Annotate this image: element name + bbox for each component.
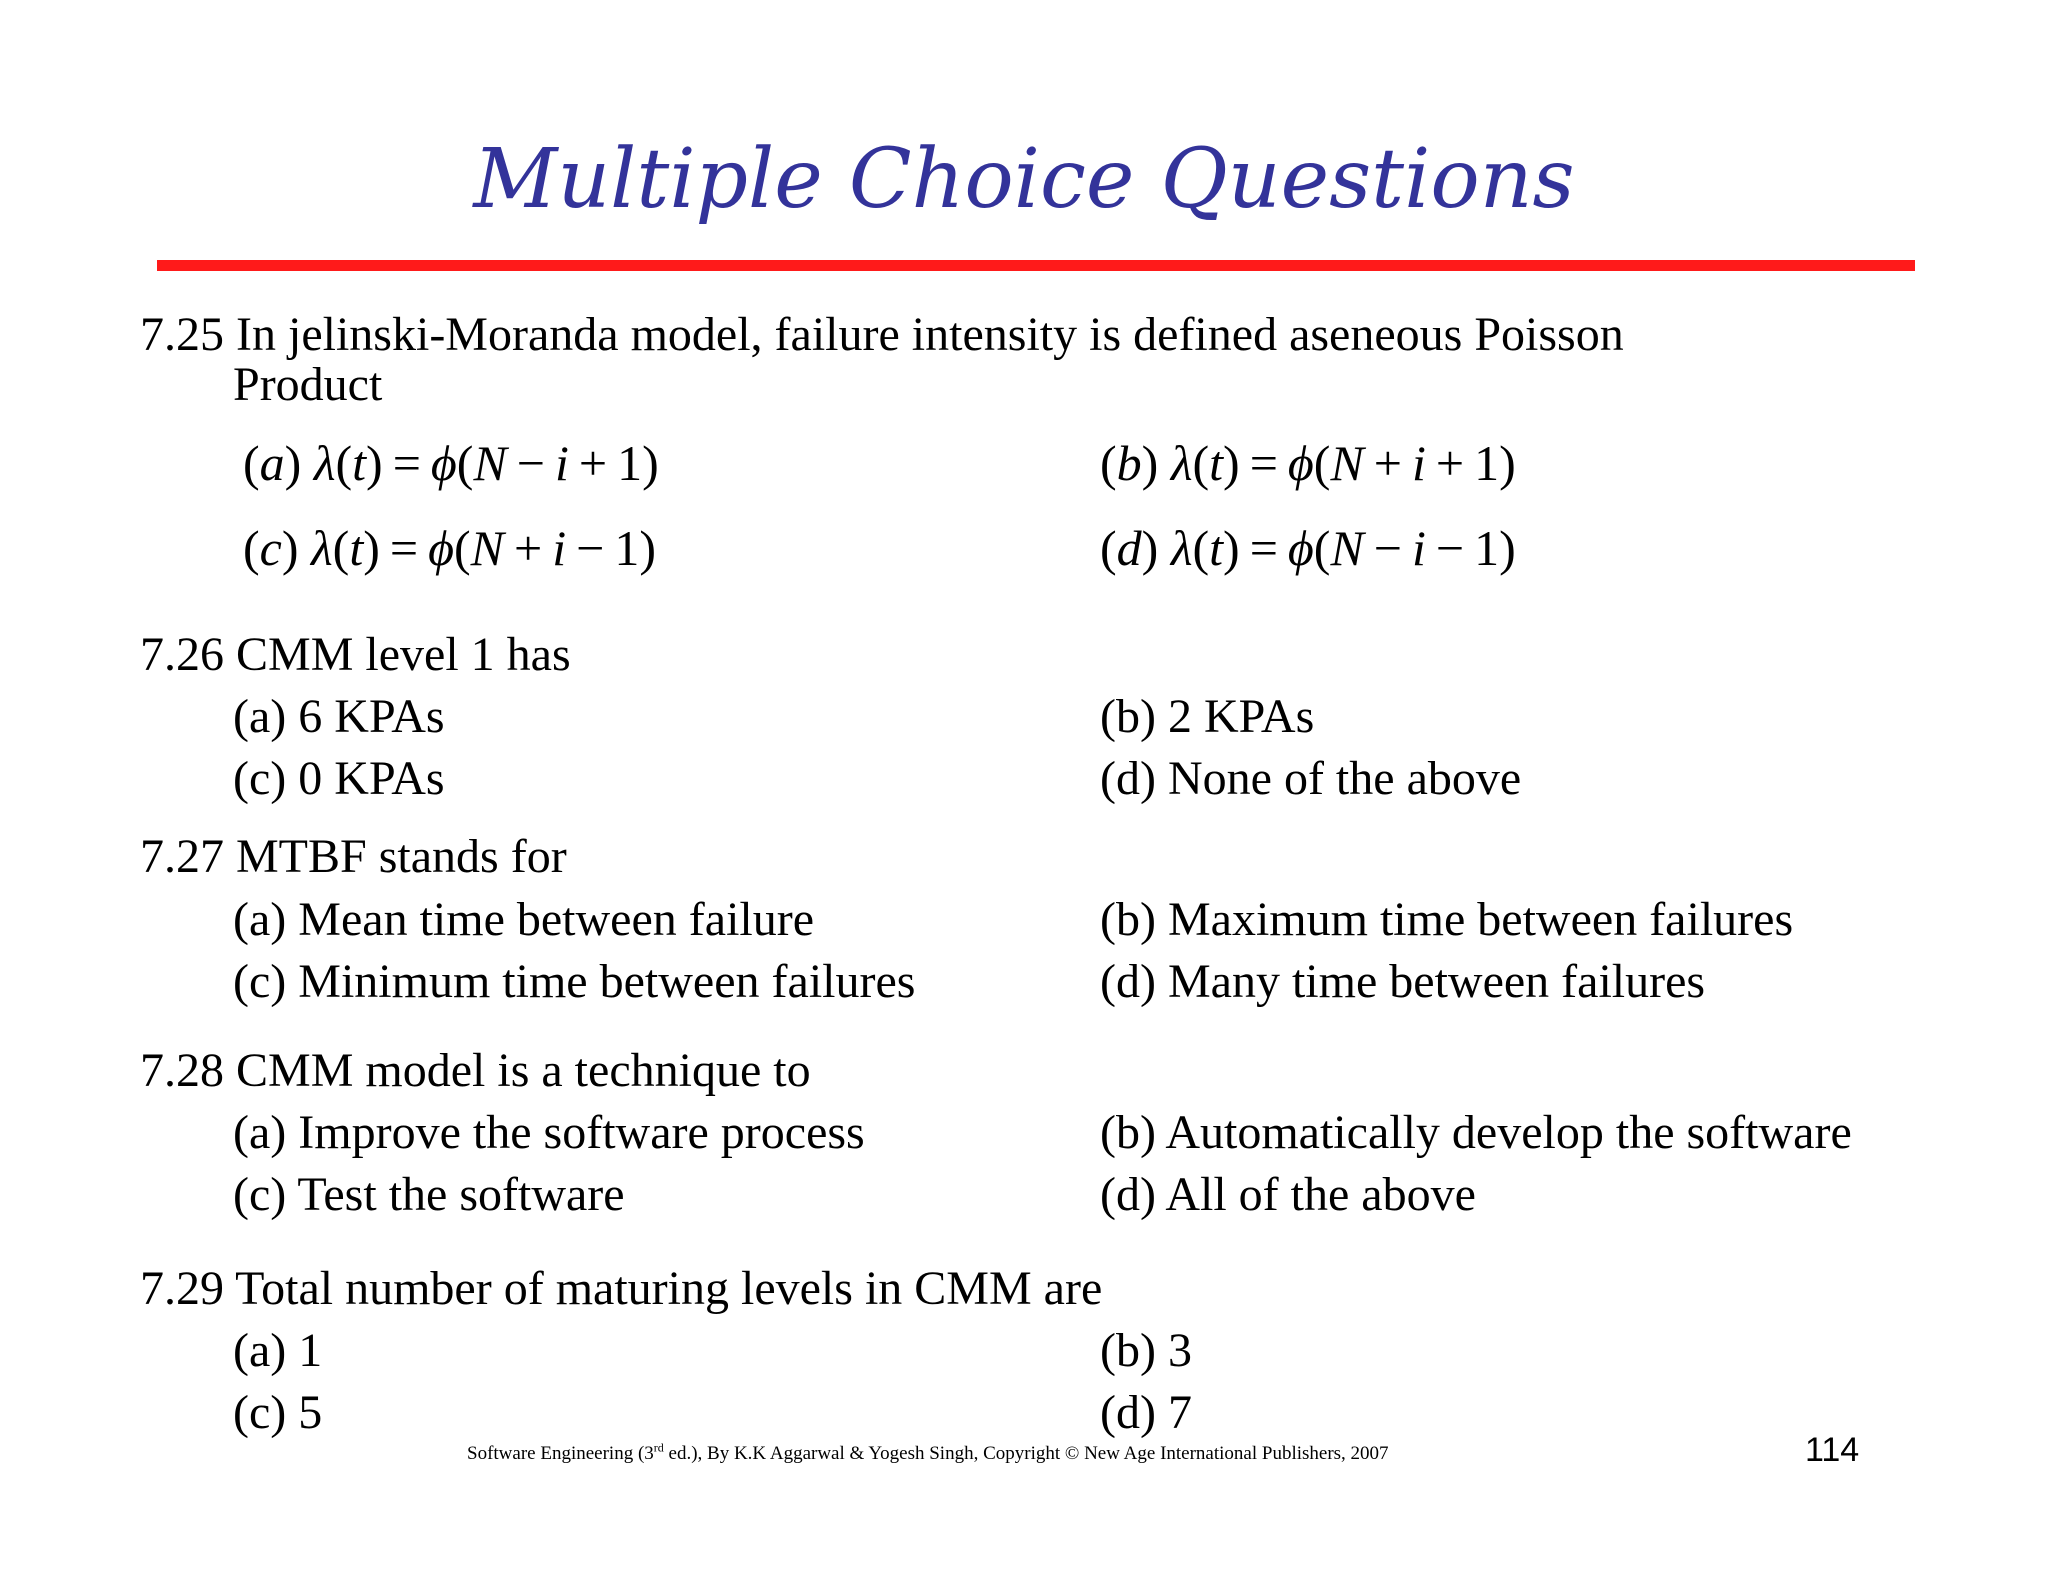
question-stem: 7.25 In jelinski-Moranda model, failure intensity is defined aseneous Poisson <box>140 308 1624 361</box>
option-7-29-c: (c) 5 <box>233 1386 323 1439</box>
option-7-25-a: (a) λ(t) = ϕ(N − i + 1) <box>243 435 659 491</box>
option-7-27-b: (b) Maximum time between failures <box>1100 893 1794 946</box>
question-7-25 <box>140 310 1624 410</box>
question-7-26: 7.26 CMM level 1 has <box>140 628 571 681</box>
option-7-29-b: (b) 3 <box>1100 1324 1192 1377</box>
option-7-27-a: (a) Mean time between failure <box>233 893 815 946</box>
option-7-25-c: (c) λ(t) = ϕ(N + i − 1) <box>243 520 656 576</box>
option-7-29-d: (d) 7 <box>1100 1386 1192 1439</box>
option-7-26-b: (b) 2 KPAs <box>1100 690 1315 743</box>
option-7-26-c: (c) 0 KPAs <box>233 752 445 805</box>
slide-title: Multiple Choice Questions <box>473 132 1575 227</box>
question-stem-continued: Product <box>233 358 383 411</box>
option-7-28-c: (c) Test the software <box>233 1168 625 1221</box>
question-7-29: 7.29 Total number of maturing levels in CMM are <box>140 1262 1103 1315</box>
option-7-25-b: (b) λ(t) = ϕ(N + i + 1) <box>1100 435 1516 491</box>
title-underline <box>157 260 1915 271</box>
option-7-29-a: (a) 1 <box>233 1324 323 1377</box>
option-7-28-b: (b) Automatically develop the software <box>1100 1106 1852 1159</box>
question-7-28: 7.28 CMM model is a technique to <box>140 1044 811 1097</box>
page-number: 114 <box>1805 1431 1860 1469</box>
option-7-27-c: (c) Minimum time between failures <box>233 955 916 1008</box>
question-7-27: 7.27 MTBF stands for <box>140 830 567 883</box>
option-7-26-d: (d) None of the above <box>1100 752 1522 805</box>
footer-citation: Software Engineering (3rd ed.), By K.K Aggarwal & Yogesh Singh, Copyright © New Age International Publishers, 2007 <box>467 1440 1389 1464</box>
option-7-25-d: (d) λ(t) = ϕ(N − i − 1) <box>1100 520 1516 576</box>
option-7-28-a: (a) Improve the software process <box>233 1106 865 1159</box>
option-7-26-a: (a) 6 KPAs <box>233 690 445 743</box>
option-7-28-d: (d) All of the above <box>1100 1168 1476 1221</box>
option-7-27-d: (d) Many time between failures <box>1100 955 1706 1008</box>
